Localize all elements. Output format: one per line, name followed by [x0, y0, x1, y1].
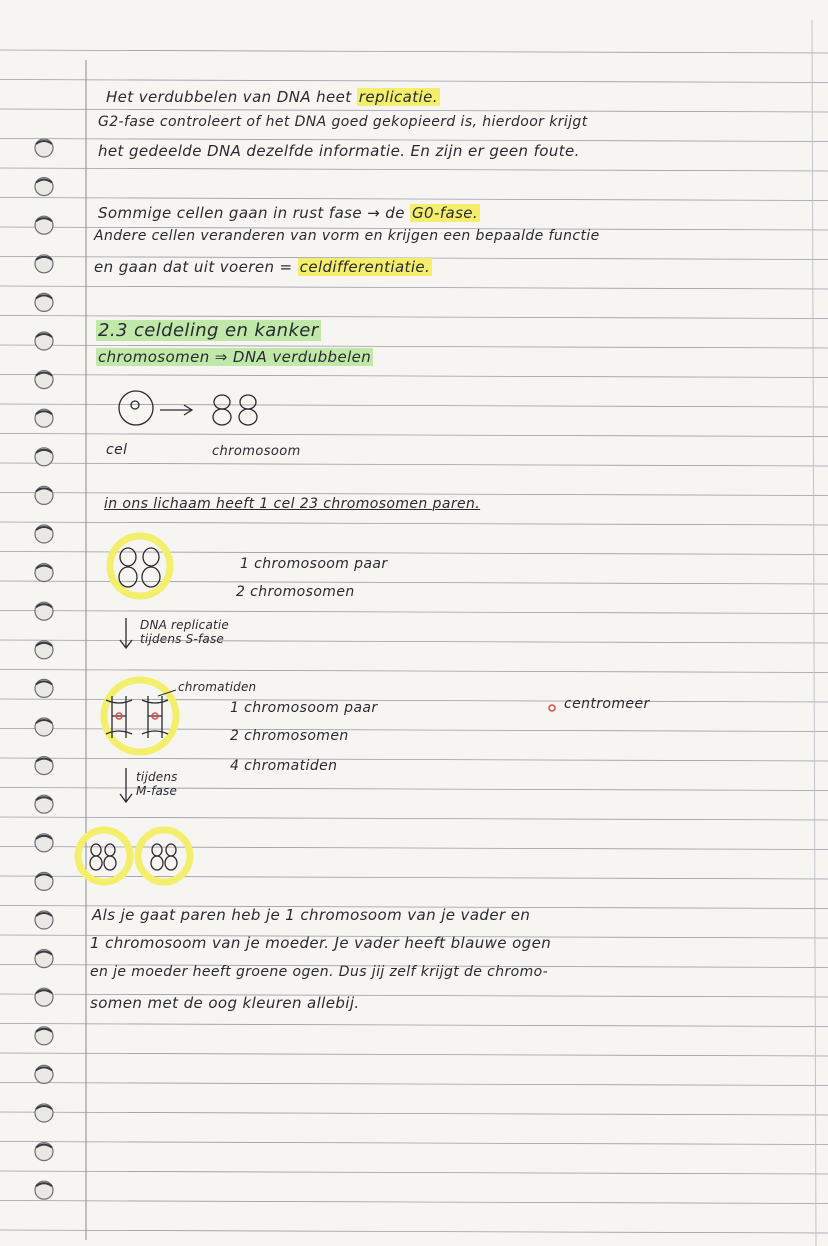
ruled-line [0, 1083, 828, 1086]
ruled-line [0, 434, 828, 437]
note-line [98, 204, 480, 222]
ruled-line [0, 198, 828, 201]
stage2-line2: 2 chromosomen [230, 728, 349, 744]
chromosome-icon [213, 395, 257, 425]
ruled-line [0, 50, 828, 53]
arrow2-label-2: M-fase [136, 784, 178, 798]
arrow1-label-1: DNA replicatie [140, 618, 230, 632]
ruled-line [0, 1112, 828, 1115]
note-line: Andere cellen veranderen van vorm en krijgen een bepaalde functie [94, 228, 600, 244]
arrow1-label-2: tijdens S-fase [140, 632, 225, 646]
arrow-down-icon [120, 618, 132, 648]
highlighted-term: replicatie. [358, 88, 438, 106]
ruled-line [0, 817, 828, 820]
stage1-line2: 2 chromosomen [236, 584, 355, 600]
arrow-right-icon [160, 405, 192, 415]
section-heading: 2.3 celdeling en kanker [98, 320, 319, 341]
note-line: 1 chromosoom van je moeder. Je vader heeft blauwe ogen [90, 934, 552, 952]
cell-label: cel [106, 442, 128, 458]
ruled-line [0, 463, 828, 466]
highlighted-term: celdifferentiatie. [299, 258, 431, 276]
ruled-line [0, 1142, 828, 1145]
ruled-line [0, 788, 828, 791]
ruled-line [0, 699, 828, 702]
ruled-line [0, 758, 828, 761]
ruled-line [0, 404, 828, 407]
note-line: somen met de oog kleuren allebij. [90, 994, 360, 1012]
note-line: het gedeelde DNA dezelfde informatie. En zijn er geen foute. [98, 142, 580, 160]
ruled-line [0, 286, 828, 289]
daughter-chromosomes-icon [90, 844, 177, 870]
note-text: en gaan dat uit voeren = [94, 258, 293, 276]
note-line: en je moeder heeft groene ogen. Dus jij zelf krijgt de chromo- [90, 964, 549, 980]
ruled-line [0, 670, 828, 673]
chromosome-pair-highlight [110, 536, 170, 596]
ruled-line [0, 1201, 828, 1204]
highlighted-term: G0-fase. [412, 204, 479, 222]
cell-icon [119, 391, 153, 425]
right-edge-line [812, 20, 816, 1246]
ruled-line [0, 847, 828, 850]
note-text: Sommige cellen gaan in rust fase → de [98, 204, 405, 222]
ruled-line [0, 581, 828, 584]
ruled-line [0, 109, 828, 112]
note-line: Als je gaat paren heb je 1 chromosoom van je vader en [92, 906, 531, 924]
note-line: G2-fase controleert of het DNA goed gekopieerd is, hierdoor krijgt [98, 114, 588, 130]
ruled-line [0, 640, 828, 643]
spiral-binding-holes [35, 139, 53, 1199]
section-subheading: chromosomen ⇒ DNA verdubbelen [98, 348, 372, 366]
ruled-line [0, 611, 828, 614]
centromere-legend-dot [549, 705, 555, 711]
stage1-line1: 1 chromosoom paar [240, 556, 388, 572]
ruled-line [0, 1230, 828, 1233]
chromosome-label: chromosoom [212, 444, 301, 459]
note-text: Het verdubbelen van DNA heet [106, 88, 352, 106]
stage2-line3: 4 chromatiden [230, 758, 338, 774]
note-line [94, 258, 432, 276]
arrow-down-icon-2 [120, 768, 132, 802]
ruled-line [0, 168, 828, 171]
ruled-line [0, 1053, 828, 1056]
daughter-cell-2-highlight [138, 830, 190, 882]
stage2-line1: 1 chromosoom paar [230, 700, 378, 716]
ruled-line [0, 1024, 828, 1027]
centromere-label: centromeer [564, 696, 650, 712]
ruled-line [0, 552, 828, 555]
chromatids-label: chromatiden [178, 680, 257, 694]
arrow2-label-1: tijdens [136, 770, 178, 784]
note-line [106, 88, 440, 106]
pairs-sentence: in ons lichaam heeft 1 cel 23 chromosomen paren. [104, 496, 481, 512]
ruled-line [0, 80, 828, 83]
ruled-line [0, 375, 828, 378]
ruled-line [0, 1171, 828, 1174]
duplicated-chromosome-pair-icon [106, 696, 168, 738]
ruled-line [0, 316, 828, 319]
ruled-line [0, 522, 828, 525]
